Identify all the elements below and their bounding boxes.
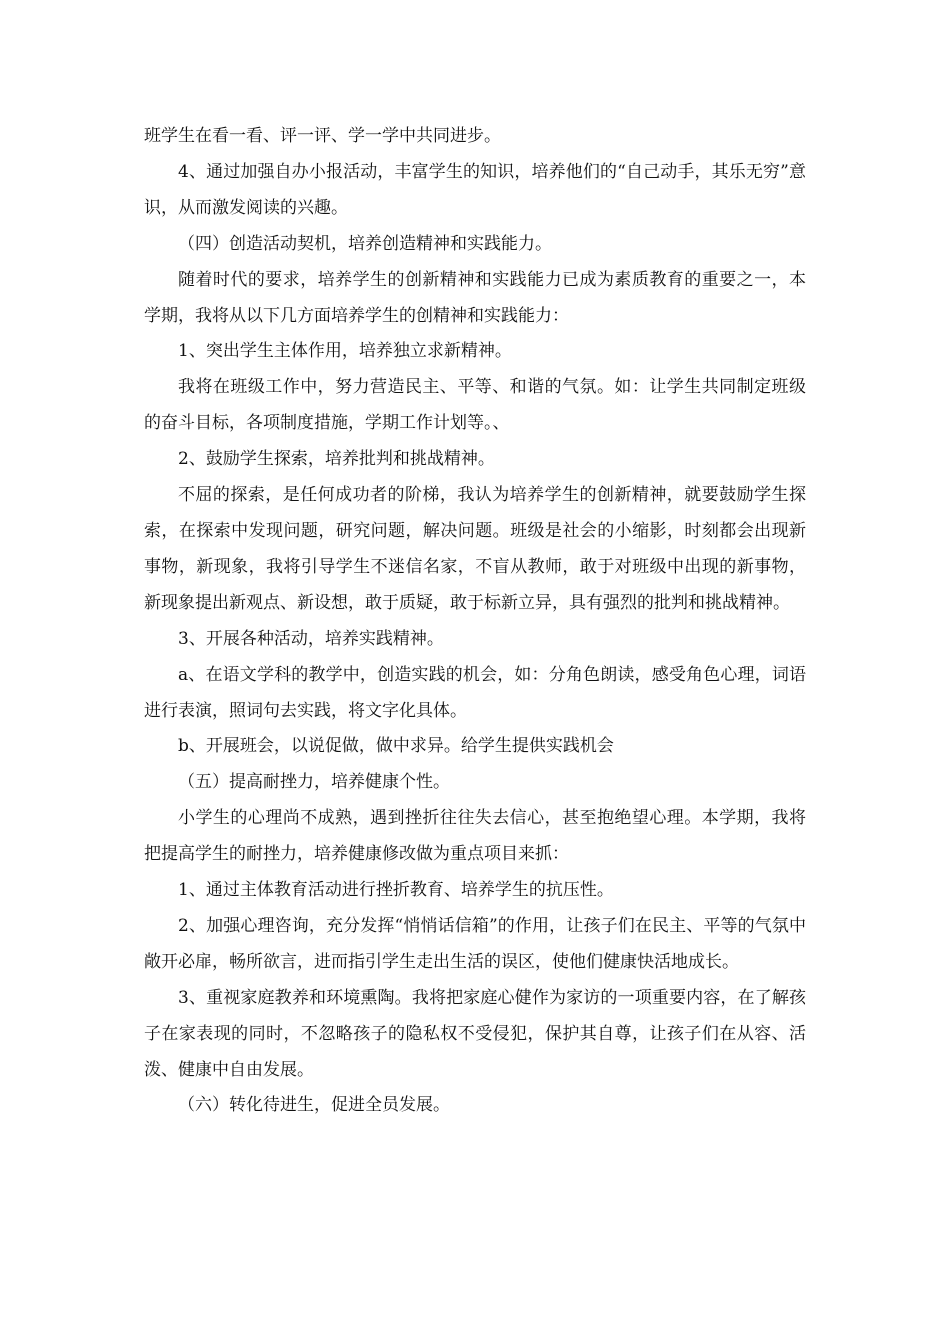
paragraph: 小学生的心理尚不成熟，遇到挫折往往失去信心，甚至抱绝望心理。本学期，我将把提高学生的耐挫力，培养健康修改做为重点项目来抓： — [144, 808, 806, 865]
list-item: 2、鼓励学生探索，培养批判和挑战精神。 — [178, 449, 495, 470]
list-item: a、在语文学科的教学中，创造实践的机会，如：分角色朗读，感受角色心理，词语进行表演，照词句去实践，将文字化具体。 — [144, 664, 806, 721]
list-item: 3、重视家庭教养和环境熏陶。我将把家庭心健作为家访的一项重要内容，在了解孩子在家表现的同时，不忽略孩子的隐私权不受侵犯，保护其自尊，让孩子们在从容、活泼、健康中自由发展。 — [144, 987, 806, 1080]
list-item: 3、开展各种活动，培养实践精神。 — [178, 628, 444, 649]
section-heading: （四）创造活动契机，培养创造精神和实践能力。 — [178, 233, 552, 254]
paragraph: 随着时代的要求，培养学生的创新精神和实践能力已成为素质教育的重要之一，本学期，我将从以下几方面培养学生的创精神和实践能力： — [144, 269, 806, 326]
paragraph: 我将在班级工作中，努力营造民主、平等、和谐的气氛。如：让学生共同制定班级的奋斗目标，各项制度措施，学期工作计划等。、 — [144, 377, 806, 434]
paragraph: 班学生在看一看、评一评、学一学中共同进步。 — [144, 126, 501, 146]
list-item: 2、加强心理咨询，充分发挥“悄悄话信箱”的作用，让孩子们在民主、平等的气氛中敞开必扉，畅所欲言，进而指引学生走出生活的误区，使他们健康快活地成长。 — [144, 915, 806, 972]
list-item: b、开展班会，以说促做，做中求异。给学生提供实践机会 — [178, 736, 614, 757]
list-item: 1、突出学生主体作用，培养独立求新精神。 — [178, 341, 512, 362]
document-body — [144, 119, 806, 1124]
list-item: 1、通过主体教育活动进行挫折教育、培养学生的抗压性。 — [178, 880, 614, 901]
section-heading: （六）转化待进生，促进全员发展。 — [178, 1095, 450, 1116]
section-heading: （五）提高耐挫力，培养健康个性。 — [178, 772, 450, 793]
paragraph: 不屈的探索，是任何成功者的阶梯，我认为培养学生的创新精神，就要鼓励学生探索，在探索中发现问题，研究问题，解决问题。班级是社会的小缩影，时刻都会出现新事物，新现象，我将引导学生不迷信名家，不盲从教师，敢于对班级中出现的新事物，新现象提出新观点、新设想，敢于质疑，敢于标新立异，具有强烈的批判和挑战精神。 — [144, 485, 806, 613]
paragraph: 4、通过加强自办小报活动，丰富学生的知识，培养他们的“自己动手，其乐无穷”意识，从而激发阅读的兴趣。 — [144, 161, 806, 218]
